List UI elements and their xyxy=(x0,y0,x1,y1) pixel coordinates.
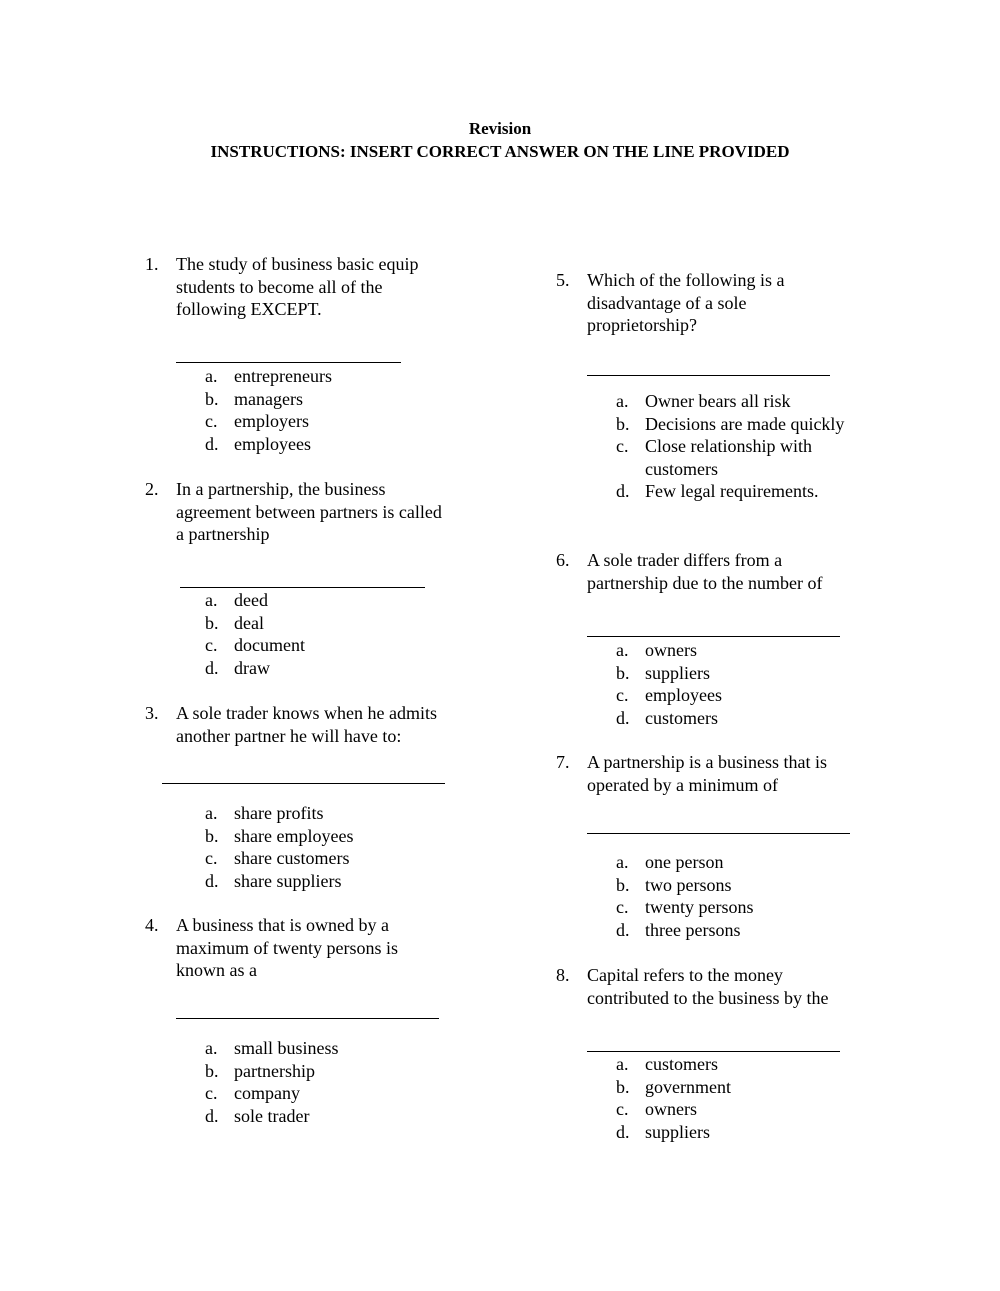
question-number: 7. xyxy=(556,752,570,772)
option-letter: a. xyxy=(205,590,218,610)
option-text: entrepreneurs xyxy=(234,366,332,386)
options-6 xyxy=(616,639,886,729)
question-text-line: known as a xyxy=(176,960,257,981)
option-d xyxy=(616,480,886,503)
option-text: Close relationship with xyxy=(645,436,812,457)
question-text-line: a partnership xyxy=(176,524,270,545)
option-d xyxy=(205,433,455,456)
option-text: Owner bears all risk xyxy=(645,391,791,411)
option-c xyxy=(205,1082,455,1105)
option-letter: c. xyxy=(205,411,218,432)
question-text-line: maximum of twenty persons is xyxy=(176,937,398,958)
question-text-line: partnership due to the number of xyxy=(587,572,823,593)
option-letter: b. xyxy=(205,825,219,846)
question-1 xyxy=(145,253,475,321)
option-letter: b. xyxy=(616,413,630,434)
question-text-line: contributed to the business by the xyxy=(587,987,829,1008)
option-d xyxy=(616,919,886,942)
option-text: deal xyxy=(234,612,264,633)
option-letter: a. xyxy=(616,1054,629,1074)
question-number: 4. xyxy=(145,915,159,935)
option-text: suppliers xyxy=(645,662,710,683)
question-number: 1. xyxy=(145,254,159,274)
option-text: share suppliers xyxy=(234,870,342,891)
question-text-line: A business that is owned by a xyxy=(176,915,389,935)
option-text: one person xyxy=(645,852,724,872)
question-2 xyxy=(145,478,485,546)
option-text: customers xyxy=(645,1054,718,1074)
option-text: employers xyxy=(234,411,309,432)
question-number: 5. xyxy=(556,270,570,290)
option-letter: c. xyxy=(205,635,218,656)
answer-line-7[interactable] xyxy=(587,833,850,834)
question-5 xyxy=(556,269,876,337)
option-text: employees xyxy=(234,433,311,454)
option-letter: b. xyxy=(616,662,630,683)
question-number: 8. xyxy=(556,965,570,985)
option-text: draw xyxy=(234,657,270,678)
question-text-line: disadvantage of a sole xyxy=(587,292,747,313)
option-letter: c. xyxy=(616,436,629,457)
question-text-line: A partnership is a business that is xyxy=(587,752,827,772)
option-text: sole trader xyxy=(234,1105,310,1126)
option-letter: d. xyxy=(616,919,630,940)
option-text: deed xyxy=(234,590,268,610)
option-text: customers xyxy=(645,707,718,728)
question-7-prompt xyxy=(556,751,886,796)
question-4-prompt xyxy=(145,914,475,982)
question-8 xyxy=(556,964,876,1009)
option-text: Decisions are made quickly xyxy=(645,413,845,434)
option-text-continued: customers xyxy=(645,458,718,479)
option-a xyxy=(616,639,886,662)
option-letter: a. xyxy=(616,391,629,411)
option-b xyxy=(616,413,886,436)
question-text-line: another partner he will have to: xyxy=(176,725,402,746)
options-2 xyxy=(205,589,455,679)
answer-line-8[interactable] xyxy=(587,1051,840,1052)
option-letter: d. xyxy=(616,1121,630,1142)
option-text: company xyxy=(234,1083,300,1104)
option-letter: a. xyxy=(616,640,629,660)
option-b xyxy=(616,874,886,897)
question-text-line: students to become all of the xyxy=(176,276,383,297)
option-letter: b. xyxy=(616,1076,630,1097)
option-text: owners xyxy=(645,640,697,660)
option-letter: a. xyxy=(205,803,218,823)
option-text: partnership xyxy=(234,1060,315,1081)
option-letter: d. xyxy=(205,870,219,891)
options-3 xyxy=(205,802,455,892)
worksheet-instructions: INSTRUCTIONS: INSERT CORRECT ANSWER ON THE LINE PROVIDED xyxy=(210,142,790,161)
question-3 xyxy=(145,702,485,747)
question-text-line: In a partnership, the business xyxy=(176,479,386,499)
question-number: 2. xyxy=(145,479,159,499)
option-text: share employees xyxy=(234,825,354,846)
option-letter: a. xyxy=(205,1038,218,1058)
options-4 xyxy=(205,1037,455,1127)
answer-line-3[interactable] xyxy=(162,783,445,784)
question-text-line: Capital refers to the money xyxy=(587,965,783,985)
option-c xyxy=(616,896,886,919)
worksheet-header xyxy=(0,117,1000,163)
option-letter: c. xyxy=(205,1083,218,1104)
option-a xyxy=(616,851,886,874)
answer-line-1[interactable] xyxy=(176,362,401,363)
options-8 xyxy=(616,1053,886,1143)
option-c xyxy=(205,847,455,870)
option-text: government xyxy=(645,1076,731,1097)
option-text: three persons xyxy=(645,919,741,940)
option-text: Few legal requirements. xyxy=(645,481,819,502)
option-letter: d. xyxy=(205,1105,219,1126)
option-c xyxy=(616,1098,886,1121)
option-a xyxy=(205,802,455,825)
option-a xyxy=(205,1037,455,1060)
question-6 xyxy=(556,549,876,594)
answer-line-4[interactable] xyxy=(176,1018,439,1019)
option-a xyxy=(205,589,455,612)
option-d xyxy=(205,1105,455,1128)
option-text: managers xyxy=(234,388,303,409)
options-7 xyxy=(616,851,886,941)
option-a xyxy=(205,365,455,388)
option-a xyxy=(616,390,886,413)
option-letter: b. xyxy=(205,1060,219,1081)
answer-line-2[interactable] xyxy=(180,587,425,588)
question-text-line: following EXCEPT. xyxy=(176,299,322,320)
option-d xyxy=(205,870,455,893)
option-d xyxy=(205,657,455,680)
option-b xyxy=(205,825,455,848)
option-text: owners xyxy=(645,1099,697,1120)
question-text-line: A sole trader differs from a xyxy=(587,550,783,570)
option-letter: c. xyxy=(616,897,629,918)
question-number: 6. xyxy=(556,550,570,570)
question-text-line: agreement between partners is called xyxy=(176,501,442,522)
option-c xyxy=(205,634,455,657)
option-c xyxy=(616,684,886,707)
option-letter: d. xyxy=(616,707,630,728)
option-d xyxy=(616,1121,886,1144)
option-letter: b. xyxy=(205,388,219,409)
options-1 xyxy=(205,365,455,455)
option-b xyxy=(205,388,455,411)
question-8-prompt xyxy=(556,964,876,1009)
option-letter: d. xyxy=(616,481,630,502)
option-letter: b. xyxy=(205,612,219,633)
answer-line-5[interactable] xyxy=(587,375,830,376)
option-b xyxy=(205,1060,455,1083)
question-4 xyxy=(145,914,475,982)
option-text: twenty persons xyxy=(645,897,754,918)
option-letter: b. xyxy=(616,874,630,895)
option-b xyxy=(205,612,455,635)
question-2-prompt xyxy=(145,478,485,546)
option-text: suppliers xyxy=(645,1121,710,1142)
question-1-prompt xyxy=(145,253,475,321)
question-text-line: A sole trader knows when he admits xyxy=(176,703,437,723)
option-a xyxy=(616,1053,886,1076)
option-text: share profits xyxy=(234,803,324,823)
question-text-line: proprietorship? xyxy=(587,315,697,336)
question-7 xyxy=(556,751,886,796)
option-text: two persons xyxy=(645,874,732,895)
option-letter: c. xyxy=(616,685,629,706)
question-5-prompt xyxy=(556,269,876,337)
question-number: 3. xyxy=(145,703,159,723)
option-letter: c. xyxy=(616,1099,629,1120)
option-text: small business xyxy=(234,1038,339,1058)
option-text: document xyxy=(234,635,305,656)
option-d xyxy=(616,707,886,730)
options-5 xyxy=(616,390,886,503)
option-b xyxy=(616,1076,886,1099)
option-letter: a. xyxy=(205,366,218,386)
option-letter: d. xyxy=(205,433,219,454)
option-c xyxy=(205,410,455,433)
answer-line-6[interactable] xyxy=(587,636,840,637)
option-text: share customers xyxy=(234,848,350,869)
option-text: employees xyxy=(645,685,722,706)
option-b xyxy=(616,662,886,685)
question-text-line: operated by a minimum of xyxy=(587,774,778,795)
option-letter: d. xyxy=(205,657,219,678)
option-letter: a. xyxy=(616,852,629,872)
option-c xyxy=(616,435,886,480)
question-3-prompt xyxy=(145,702,485,747)
question-text-line: The study of business basic equip xyxy=(176,254,419,274)
worksheet-title: Revision xyxy=(468,119,532,138)
option-letter: c. xyxy=(205,848,218,869)
question-text-line: Which of the following is a xyxy=(587,270,785,290)
question-6-prompt xyxy=(556,549,876,594)
